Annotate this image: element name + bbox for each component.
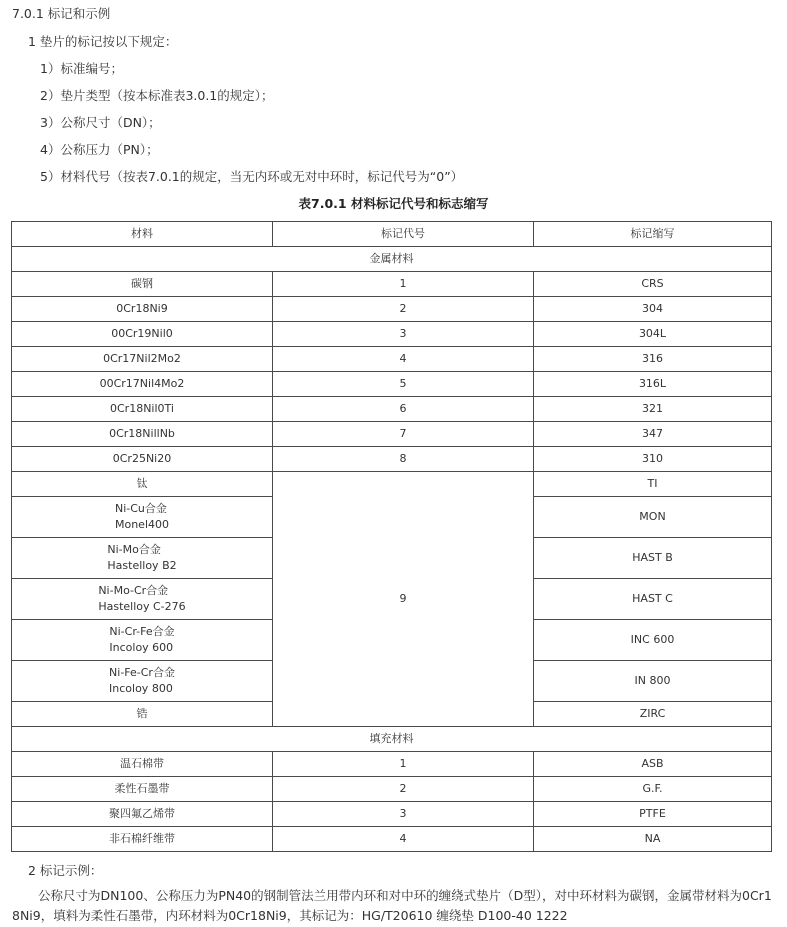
cell-code: 3 (273, 322, 534, 347)
table-row (12, 802, 772, 827)
cell-abbr: 304 (534, 297, 772, 322)
cell-material: 锆 (12, 702, 273, 727)
cell-material: 0Cr18NillNb (12, 422, 273, 447)
table-row (12, 372, 772, 397)
material-grade: Monel400 (114, 518, 169, 531)
cell-material: 钛 (12, 472, 273, 497)
header-abbr: 标记缩写 (534, 222, 772, 247)
table-row (12, 272, 772, 297)
material-name: Ni-Fe-Cr合金 (109, 666, 175, 679)
cell-code: 4 (273, 827, 534, 852)
cell-material (12, 620, 273, 661)
material-grade: Hastelloy B2 (107, 559, 177, 572)
cell-code: 2 (273, 297, 534, 322)
example-paragraph: 公称尺寸为DN100、公称压力为PN40的钢制管法兰用带内环和对中环的缠绕式垫片（D型），对中环材料为碳钢，金属带材料为0Cr18Ni9，填料为柔性石墨带，内环材料为0Cr18Ni9，其标记为：HG/T20610 缠绕垫 D100-40 1222 (12, 888, 772, 923)
cell-material (12, 497, 273, 538)
subitem-1: 1）标准编号； (40, 61, 123, 76)
table-row (12, 322, 772, 347)
section-heading: 7.0.1 标记和示例 (12, 6, 111, 21)
header-code: 标记代号 (273, 222, 534, 247)
cell-abbr: CRS (534, 272, 772, 297)
cell-abbr: 310 (534, 447, 772, 472)
material-name: Ni-Cu合金 (114, 502, 167, 515)
cell-abbr: 304L (534, 322, 772, 347)
cell-abbr: PTFE (534, 802, 772, 827)
cell-abbr: HAST B (534, 538, 772, 579)
material-name: Ni-Mo-Cr合金 (98, 584, 169, 597)
table-row (12, 752, 772, 777)
table-caption: 表7.0.1 材料标记代号和标志缩写 (298, 196, 489, 211)
subitem-5: 5）材料代号（按表7.0.1的规定，当无内环或无对中环时，标记代号为“0”） (40, 169, 464, 184)
cell-code: 2 (273, 777, 534, 802)
cell-material: 0Cr17Nil2Mo2 (12, 347, 273, 372)
material-grade: Hastelloy C-276 (98, 600, 186, 613)
cell-code: 4 (273, 347, 534, 372)
cell-abbr: ASB (534, 752, 772, 777)
cell-material: 0Cr18Nil0Ti (12, 397, 273, 422)
subitem-4: 4）公称压力（PN）； (40, 142, 159, 157)
group-row-metal (12, 247, 772, 272)
material-name: Ni-Cr-Fe合金 (109, 625, 175, 638)
header-material: 材料 (12, 222, 273, 247)
cell-abbr: 316L (534, 372, 772, 397)
table-row (12, 447, 772, 472)
cell-abbr: TI (534, 472, 772, 497)
cell-code: 3 (273, 802, 534, 827)
cell-material: 0Cr18Ni9 (12, 297, 273, 322)
cell-code: 8 (273, 447, 534, 472)
material-name: Ni-Mo合金 (107, 543, 161, 556)
cell-abbr: INC 600 (534, 620, 772, 661)
group-metal-label: 金属材料 (12, 247, 772, 272)
cell-material: 0Cr25Ni20 (12, 447, 273, 472)
cell-abbr: NA (534, 827, 772, 852)
group-row-filler (12, 727, 772, 752)
subitem-2: 2）垫片类型（按本标准表3.0.1的规定）； (40, 88, 274, 103)
cell-code-merged: 9 (273, 472, 534, 727)
table-row (12, 297, 772, 322)
group-filler-label: 填充材料 (12, 727, 772, 752)
table-row (12, 422, 772, 447)
cell-abbr: HAST C (534, 579, 772, 620)
cell-code: 1 (273, 272, 534, 297)
cell-abbr: ZIRC (534, 702, 772, 727)
table-row (12, 777, 772, 802)
cell-abbr: 321 (534, 397, 772, 422)
cell-abbr: 347 (534, 422, 772, 447)
cell-material (12, 538, 273, 579)
cell-material: 温石棉带 (12, 752, 273, 777)
table-row (12, 347, 772, 372)
cell-material: 非石棉纤维带 (12, 827, 273, 852)
table-header-row (12, 222, 772, 247)
cell-code: 7 (273, 422, 534, 447)
cell-material: 碳钢 (12, 272, 273, 297)
item-1: 1 垫片的标记按以下规定： (28, 34, 178, 49)
cell-code: 6 (273, 397, 534, 422)
cell-abbr: G.F. (534, 777, 772, 802)
cell-code: 5 (273, 372, 534, 397)
cell-material: 00Cr19Nil0 (12, 322, 273, 347)
cell-abbr: IN 800 (534, 661, 772, 702)
cell-material (12, 579, 273, 620)
subitem-3: 3）公称尺寸（DN）； (40, 115, 161, 130)
cell-abbr: 316 (534, 347, 772, 372)
table-row (12, 472, 772, 497)
material-grade: Incoloy 600 (109, 641, 174, 654)
item-2: 2 标记示例： (28, 863, 103, 878)
cell-code: 1 (273, 752, 534, 777)
table-row (12, 397, 772, 422)
cell-material: 柔性石墨带 (12, 777, 273, 802)
cell-material: 00Cr17Nil4Mo2 (12, 372, 273, 397)
cell-material: 聚四氟乙烯带 (12, 802, 273, 827)
material-grade: Incoloy 800 (109, 682, 173, 695)
cell-material (12, 661, 273, 702)
material-code-table (11, 221, 772, 852)
cell-abbr: MON (534, 497, 772, 538)
table-row (12, 827, 772, 852)
